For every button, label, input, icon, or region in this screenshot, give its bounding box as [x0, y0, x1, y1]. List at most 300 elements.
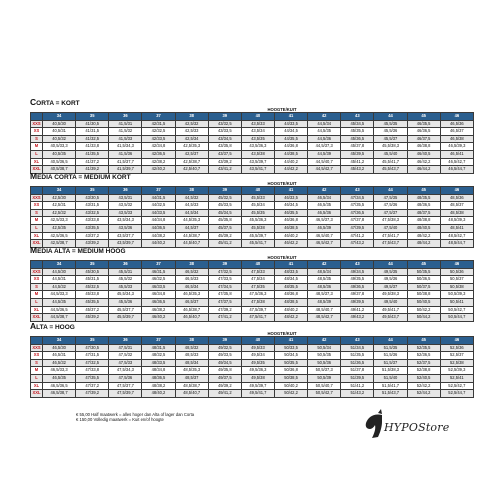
table-cell: 46,5/37,3	[308, 217, 341, 225]
column-header: 44	[374, 113, 407, 121]
table-cell: 48/33,5	[142, 359, 175, 367]
table-cell: 50,5/38	[440, 283, 473, 291]
table-cell: 43/33,8	[76, 217, 109, 225]
table-cell: 47/37,8	[341, 217, 374, 225]
row-size-label: S	[31, 135, 43, 143]
table-cell: 48,5/39	[308, 298, 341, 306]
table-cell: 43,5/39,7	[241, 158, 274, 166]
table-cell: 45/32,5	[208, 194, 241, 202]
table-cell: 42,5/37	[175, 150, 208, 158]
column-header: 45	[407, 187, 440, 195]
table-cell: 42/32,5	[142, 128, 175, 136]
table-cell: 45,5/34,3	[109, 291, 142, 299]
table-cell: 47,5/43,7	[374, 240, 407, 248]
table-cell: 51/39,5	[341, 374, 374, 382]
table-cell: 44,5/34	[308, 120, 341, 128]
table-cell: 46,5/32	[175, 268, 208, 276]
table-cell: 44,5/38,7	[43, 314, 76, 322]
column-header: 39	[208, 187, 241, 195]
table-row	[31, 374, 474, 382]
table-cell: 47/33,5	[208, 276, 241, 284]
table-cell: 48/36,5	[142, 374, 175, 382]
table-cell: 40,5/38,7	[43, 166, 76, 174]
table-cell: 42/31,5	[142, 120, 175, 128]
table-cell: 42,5/40,7	[175, 166, 208, 174]
row-size-label: L	[31, 224, 43, 232]
table-cell: 43,5/36	[109, 224, 142, 232]
column-header: 35	[76, 261, 109, 269]
table-cell: 49,5/40	[374, 298, 407, 306]
table-cell: 48,5/37,3	[308, 291, 341, 299]
table-cell: 43,5/34	[241, 128, 274, 136]
table-cell: 49/39,5	[341, 298, 374, 306]
table-cell: 47,5/34	[241, 276, 274, 284]
table-cell: 48/42,2	[274, 314, 307, 322]
table-cell: 49/37,5	[208, 374, 241, 382]
table-cell: 52,5/41	[440, 374, 473, 382]
table-cell: 47/34,5	[341, 194, 374, 202]
table-cell: 49,5/41,7	[241, 390, 274, 398]
table-cell: 43,5/36,3	[241, 143, 274, 151]
table-cell: 46/34,5	[274, 202, 307, 210]
table-cell: 46,5/35	[308, 202, 341, 210]
table-cell: 47,5/35	[374, 194, 407, 202]
table-cell: 49,5/37	[374, 283, 407, 291]
table-cell: 46/38,5	[274, 224, 307, 232]
table-cell: 47,5/40	[374, 224, 407, 232]
table-cell: 52/42,2	[407, 382, 440, 390]
table-cell: 41,5/37,7	[109, 158, 142, 166]
table-cell: 49/35,8	[208, 367, 241, 375]
section-title-rest: EDIA ALTA = MEDIUM HOOG	[37, 248, 126, 255]
row-size-label: XL	[31, 306, 43, 314]
table-cell: 45,5/36	[374, 128, 407, 136]
table-cell: 49/39,2	[208, 382, 241, 390]
column-header: 38	[175, 113, 208, 121]
table-cell: 45/37,8	[341, 143, 374, 151]
table-cell: 42/40,2	[142, 166, 175, 174]
table-cell: 46/38,2	[142, 306, 175, 314]
table-cell: 44,5/33	[175, 202, 208, 210]
table-cell: 46/36,5	[142, 298, 175, 306]
table-cell: 43/37,2	[76, 232, 109, 240]
table-cell: 45/30,5	[76, 268, 109, 276]
table-cell: 42/34,8	[142, 143, 175, 151]
table-cell: 48,5/39,3	[440, 217, 473, 225]
table-cell: 40,5/33,3	[43, 143, 76, 151]
table-cell: 48/34,8	[142, 367, 175, 375]
table-cell: 44,5/40,7	[175, 240, 208, 248]
column-header: 42	[308, 261, 341, 269]
table-cell: 42/33,5	[142, 135, 175, 143]
column-header: 42	[308, 113, 341, 121]
table-cell: 45,5/33	[109, 283, 142, 291]
table-cell: 50,5/39,3	[440, 291, 473, 299]
size-section	[30, 98, 474, 174]
table-cell: 46,5/33	[175, 276, 208, 284]
table-cell: 45,5/32	[109, 276, 142, 284]
table-cell: 45/33,5	[208, 202, 241, 210]
table-cell: 46,5/42,7	[440, 158, 473, 166]
table-cell: 46,5/42,7	[308, 240, 341, 248]
table-cell: 47/43,2	[341, 240, 374, 248]
table-cell: 46/44,2	[407, 166, 440, 174]
table-cell: 45/43,2	[341, 166, 374, 174]
table-cell: 52/35,5	[407, 344, 440, 352]
table-cell: 43,5/34,3	[109, 217, 142, 225]
column-header: 35	[76, 337, 109, 345]
table-cell: 44,5/35	[308, 128, 341, 136]
table-row	[31, 120, 474, 128]
row-size-label: XXS	[32, 268, 41, 274]
table-cell: 45,5/31	[109, 268, 142, 276]
table-cell: 41/32,5	[76, 135, 109, 143]
table-cell: 48/38,2	[142, 382, 175, 390]
table-cell: 48/32,5	[142, 352, 175, 360]
row-size-label: M	[31, 217, 43, 225]
table-cell: 46/42,2	[407, 158, 440, 166]
table-cell: 47/34,5	[208, 283, 241, 291]
table-row	[31, 143, 474, 151]
table-cell: 46/36,5	[407, 128, 440, 136]
table-cell: 50,5/42,7	[308, 390, 341, 398]
table-cell: 43,5/32	[109, 202, 142, 210]
size-section	[30, 246, 474, 322]
section-title-rest: LTA = HOOG	[36, 324, 75, 331]
table-cell: 50/40,5	[407, 298, 440, 306]
row-size-label: XXL	[31, 390, 43, 398]
column-header: 41	[274, 113, 307, 121]
table-cell: 46,5/31	[43, 352, 76, 360]
table-cell: 44,5/42,7	[308, 166, 341, 174]
table-cell: 45/41,2	[208, 240, 241, 248]
table-cell: 52,5/36	[440, 344, 473, 352]
table-cell: 41,5/34,3	[109, 143, 142, 151]
table-cell: 49,5/38	[241, 374, 274, 382]
table-cell: 46,5/34	[175, 283, 208, 291]
table-cell: 44,5/32	[43, 283, 76, 291]
table-row	[31, 359, 474, 367]
table-cell: 52,5/38	[440, 359, 473, 367]
table-cell: 44/34,5	[274, 128, 307, 136]
row-size-label: S	[31, 359, 43, 367]
table-cell: 48,5/41	[440, 224, 473, 232]
logo-wordmark	[384, 421, 449, 434]
row-size-label: M	[31, 143, 43, 151]
table-cell: 50,5/36	[308, 359, 341, 367]
table-row	[31, 150, 474, 158]
table-cell: 45/41,2	[341, 158, 374, 166]
column-header: 46	[440, 187, 473, 195]
table-cell: 40,5/31	[43, 128, 76, 136]
table-cell: 47/37,2	[76, 382, 109, 390]
table-cell: 46,5/44,7	[440, 166, 473, 174]
table-cell: 49,5/34	[241, 352, 274, 360]
table-cell: 47/35,8	[208, 291, 241, 299]
table-cell: 49/33,5	[208, 352, 241, 360]
table-cell: 49,5/41,7	[374, 306, 407, 314]
section-title	[30, 98, 474, 107]
table-cell: 44,5/31	[43, 276, 76, 284]
table-cell: 43/35,8	[208, 143, 241, 151]
table-cell: 46/38,8	[407, 143, 440, 151]
row-size-label: XS	[31, 276, 43, 284]
table-row	[31, 276, 474, 284]
table-row	[31, 232, 474, 240]
table-cell: 43/32,5	[208, 120, 241, 128]
table-cell: 46,5/36	[440, 120, 473, 128]
table-cell: 41/37,2	[76, 158, 109, 166]
table-cell: 45/33,8	[76, 291, 109, 299]
table-cell: 48,5/34	[175, 359, 208, 367]
logo-wordmark-suffix: Store	[418, 421, 450, 434]
size-table	[30, 186, 474, 248]
table-cell: 47/32,5	[208, 268, 241, 276]
table-cell: 42,5/35	[43, 224, 76, 232]
table-cell: 51/37,8	[341, 367, 374, 375]
table-cell: 45,5/33	[241, 194, 274, 202]
table-cell: 47/39,2	[208, 306, 241, 314]
table-cell: 52,5/37	[440, 352, 473, 360]
table-cell: 52,5/44,7	[440, 390, 473, 398]
section-title-initial: M	[30, 245, 38, 255]
table-cell: 47/41,2	[341, 232, 374, 240]
table-cell: 43/31,5	[76, 202, 109, 210]
table-cell: 44,5/37,3	[308, 143, 341, 151]
table-cell: 48,5/40,7	[175, 390, 208, 398]
table-cell: 49/35,5	[341, 276, 374, 284]
table-cell: 48/42,2	[407, 232, 440, 240]
table-cell: 46,5/37	[440, 128, 473, 136]
column-header: 46	[440, 261, 473, 269]
table-cell: 41/35,5	[76, 150, 109, 158]
table-cell: 49,5/39,7	[241, 382, 274, 390]
table-cell: 47/39,5	[341, 224, 374, 232]
table-cell: 46/35,5	[407, 120, 440, 128]
table-cell: 46,5/39	[308, 224, 341, 232]
table-row	[31, 390, 474, 398]
table-row	[31, 352, 474, 360]
section-title-initial: A	[30, 321, 37, 331]
table-row	[31, 209, 474, 217]
table-cell: 46,5/36	[308, 209, 341, 217]
table-cell: 50,5/36	[440, 268, 473, 276]
table-cell: 47,5/41,7	[241, 314, 274, 322]
table-cell: 44/33,5	[274, 120, 307, 128]
column-header: 45	[407, 113, 440, 121]
table-cell: 50/33,5	[274, 344, 307, 352]
table-cell: 41/31,5	[76, 128, 109, 136]
table-cell: 47,5/38	[241, 298, 274, 306]
table-cell: 47/33,8	[76, 367, 109, 375]
table-cell: 44,5/39	[308, 150, 341, 158]
column-header: 34	[43, 113, 76, 121]
column-header: 34	[43, 261, 76, 269]
column-header: 40	[241, 261, 274, 269]
table-cell: 46,5/41	[440, 150, 473, 158]
table-cell: 51,5/41,7	[374, 382, 407, 390]
table-cell: 42,5/33	[175, 128, 208, 136]
table-cell: 44/35,5	[274, 135, 307, 143]
column-header: 35	[76, 113, 109, 121]
table-cell: 52,5/39,3	[440, 367, 473, 375]
table-cell: 44,5/38,7	[175, 232, 208, 240]
size-table	[30, 112, 474, 174]
table-cell: 49/43,2	[341, 314, 374, 322]
table-cell: 45,5/41,7	[241, 240, 274, 248]
table-cell: 46,5/37	[175, 298, 208, 306]
table-cell: 49/34,5	[208, 359, 241, 367]
table-cell: 52,5/42,7	[440, 382, 473, 390]
table-cell: 41,5/36	[109, 150, 142, 158]
column-header: 39	[208, 337, 241, 345]
table-row	[31, 306, 474, 314]
table-cell: 50,5/42,7	[440, 306, 473, 314]
row-size-label: L	[31, 298, 43, 306]
table-cell: 47,5/37	[374, 209, 407, 217]
table-cell: 51,5/36	[374, 352, 407, 360]
table-cell: 45,5/43,7	[374, 166, 407, 174]
table-row	[31, 367, 474, 375]
table-cell: 47/32,5	[76, 359, 109, 367]
table-cell: 46,5/36,5	[43, 382, 76, 390]
table-cell: 44/40,2	[274, 158, 307, 166]
section-title	[30, 172, 474, 181]
table-cell: 48/40,2	[274, 306, 307, 314]
table-cell: 44,5/34	[175, 209, 208, 217]
table-cell: 50/35,5	[274, 359, 307, 367]
table-cell: 43/30,5	[76, 194, 109, 202]
column-header: 42	[308, 337, 341, 345]
table-cell: 44/38,5	[274, 150, 307, 158]
table-cell: 43/34,5	[208, 135, 241, 143]
table-cell: 45,5/36,3	[241, 217, 274, 225]
row-size-label: M	[31, 291, 43, 299]
table-cell: 49/32,5	[208, 344, 241, 352]
table-cell: 49,5/35	[374, 268, 407, 276]
table-cell: 48,5/35	[308, 276, 341, 284]
table-cell: 43/39,2	[208, 158, 241, 166]
table-cell: 44,5/30	[43, 268, 76, 276]
table-cell: 46,5/38	[440, 135, 473, 143]
table-cell: 44/32,5	[142, 202, 175, 210]
table-cell: 44,5/36,5	[43, 306, 76, 314]
table-cell: 43/41,2	[208, 166, 241, 174]
row-size-label: XS	[31, 352, 43, 360]
column-header: 38	[175, 337, 208, 345]
table-header-row	[31, 337, 474, 345]
size-section	[30, 322, 474, 398]
table-cell: 49,5/36,3	[241, 367, 274, 375]
column-header: 44	[374, 261, 407, 269]
price-notes	[76, 412, 194, 422]
table-cell: 44/36,5	[142, 224, 175, 232]
table-cell: 47,5/41,7	[374, 232, 407, 240]
price-note-half: € 55,00 Half maatwerk = alles hoger dan Alta of lager dan Corta	[76, 412, 195, 417]
table-cell: 45/35,8	[208, 217, 241, 225]
row-size-label: M	[31, 367, 43, 375]
column-header: 44	[374, 337, 407, 345]
row-size-label: L	[31, 374, 43, 382]
column-header: 36	[109, 187, 142, 195]
table-row	[31, 217, 474, 225]
size-table	[30, 336, 474, 398]
table-cell: 43,5/38	[241, 150, 274, 158]
table-cell: 45/37,2	[76, 306, 109, 314]
table-cell: 47,5/37,7	[109, 382, 142, 390]
table-cell: 47,5/36	[109, 374, 142, 382]
table-cell: 48,5/44,7	[440, 240, 473, 248]
table-cell: 46/40,2	[274, 232, 307, 240]
table-cell: 42,5/32	[175, 120, 208, 128]
table-cell: 51/36,5	[341, 359, 374, 367]
table-cell: 42/38,2	[142, 158, 175, 166]
table-row	[31, 194, 474, 202]
table-cell: 45/32,5	[76, 283, 109, 291]
table-cell: 48,5/36	[440, 194, 473, 202]
table-cell: 47/35,5	[76, 374, 109, 382]
table-cell: 46,5/40,7	[175, 314, 208, 322]
column-header: 38	[175, 187, 208, 195]
table-cell: 43/32,5	[76, 209, 109, 217]
table-cell: 52/37,5	[407, 359, 440, 367]
section-title	[30, 246, 474, 255]
table-row	[31, 283, 474, 291]
column-header: 37	[142, 187, 175, 195]
column-header: 41	[274, 261, 307, 269]
section-title-rest: EDIA CORTA = MEDIUM KORT	[37, 174, 131, 181]
table-cell: 51/34,5	[341, 344, 374, 352]
table-cell: 47,5/33	[241, 268, 274, 276]
table-cell: 43/39,2	[76, 240, 109, 248]
column-header: 43	[341, 113, 374, 121]
table-cell: 45/37,5	[208, 224, 241, 232]
table-cell: 46,5/32	[43, 359, 76, 367]
column-header: 46	[440, 337, 473, 345]
table-cell: 45/34,5	[208, 209, 241, 217]
column-header: 34	[43, 337, 76, 345]
table-cell: 42,5/31	[43, 202, 76, 210]
table-cell: 42,5/38,7	[175, 158, 208, 166]
table-cell: 50/44,2	[407, 314, 440, 322]
table-header-row	[31, 261, 474, 269]
table-cell: 47,5/36,3	[241, 291, 274, 299]
row-size-label: XXL	[31, 166, 43, 174]
table-row	[31, 344, 474, 352]
table-cell: 47,5/34,3	[109, 367, 142, 375]
table-cell: 42,5/34	[175, 135, 208, 143]
row-size-label: XL	[31, 232, 43, 240]
table-cell: 48,5/36	[308, 283, 341, 291]
table-cell: 46/40,2	[142, 314, 175, 322]
header-corner	[31, 261, 43, 269]
column-header: 41	[274, 187, 307, 195]
table-row	[31, 382, 474, 390]
table-row	[31, 128, 474, 136]
table-cell: 46/32,5	[142, 276, 175, 284]
table-cell: 40,5/32	[43, 135, 76, 143]
table-cell: 48/36,8	[274, 291, 307, 299]
table-cell: 46/37,5	[407, 135, 440, 143]
table-header-row	[31, 187, 474, 195]
table-cell: 41,5/33	[109, 135, 142, 143]
table-cell: 48/40,2	[142, 390, 175, 398]
table-row	[31, 224, 474, 232]
hypostore-logo	[360, 407, 470, 447]
table-row	[31, 314, 474, 322]
table-cell: 52/38,8	[407, 367, 440, 375]
table-cell: 49/41,2	[208, 390, 241, 398]
